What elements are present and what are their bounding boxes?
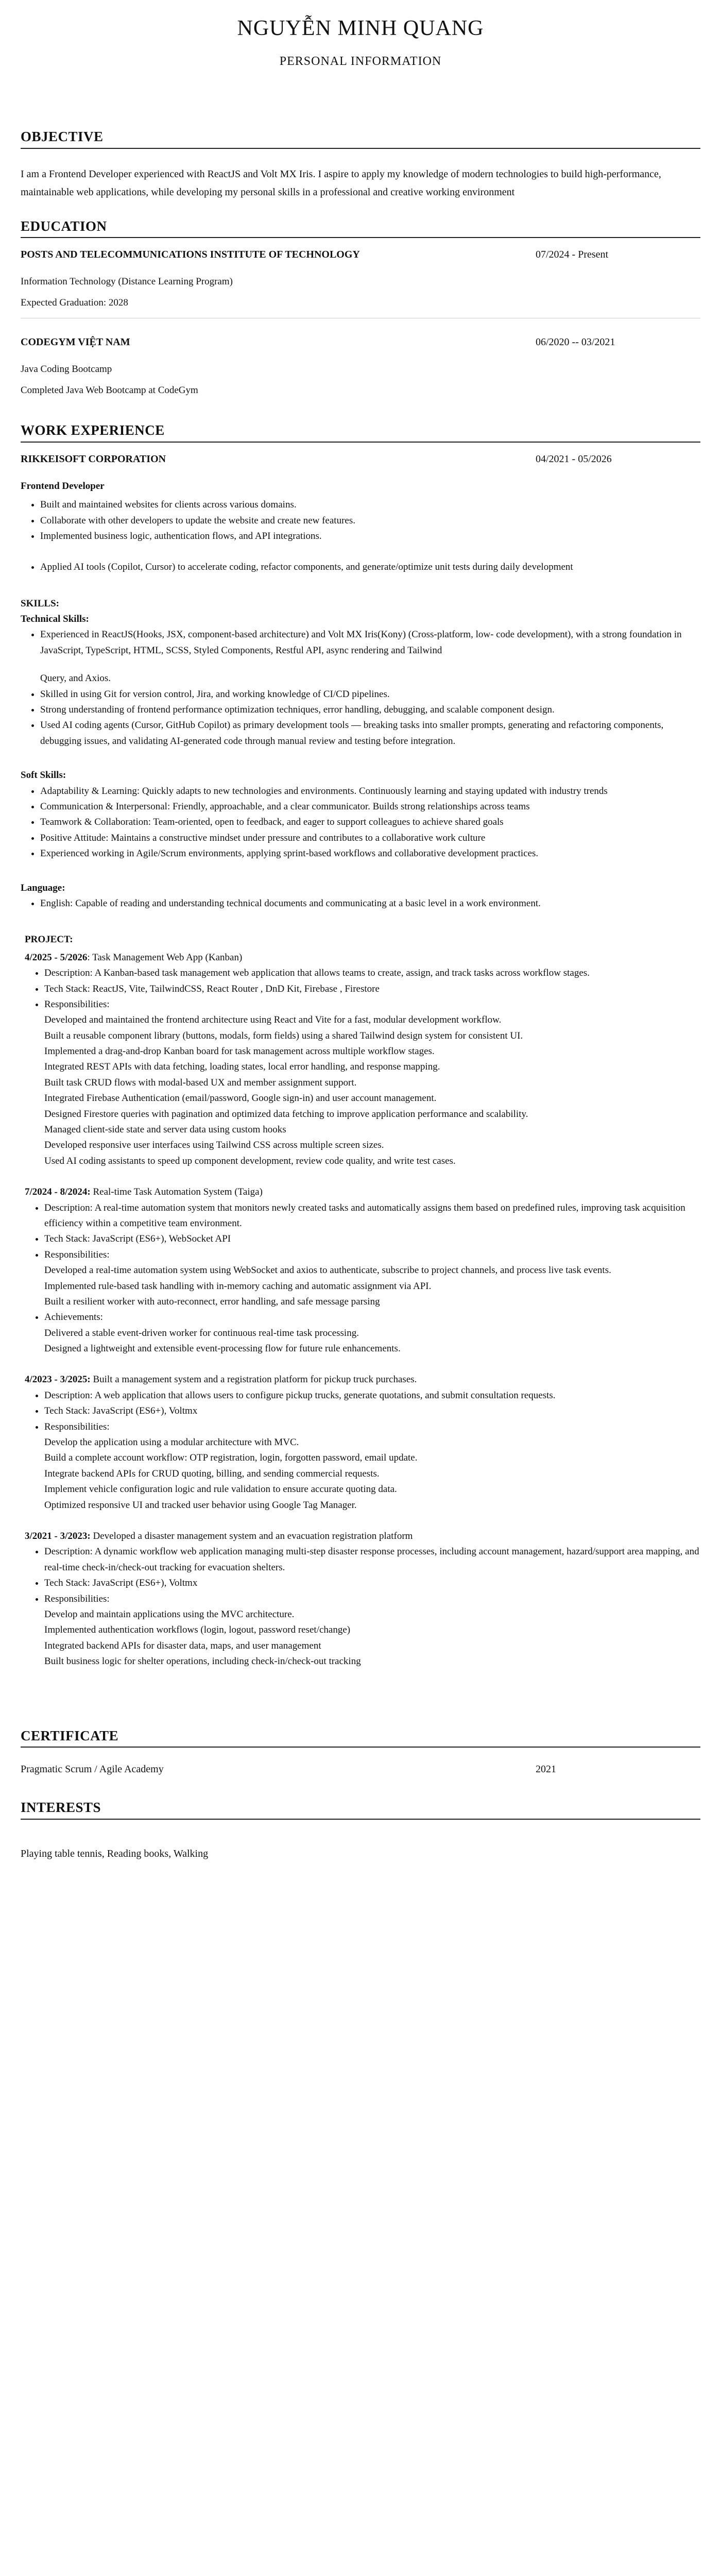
project-date: 4/2023 - 3/2025: [25, 1374, 91, 1385]
projects-section [25, 932, 700, 1669]
list-item: • Built and maintained websites for clients across various domains. [40, 497, 700, 513]
list-item: • Adaptability & Learning: Quickly adapts to new technologies and environments. Continuously learning and staying updated with industry trends [40, 784, 700, 799]
list-item: Built a reusable component library (buttons, modals, form fields) using a shared Tailwind design system for consistent UI. [44, 1030, 523, 1041]
responsibilities-list [44, 1607, 700, 1670]
responsibilities-list [44, 1012, 700, 1169]
list-item: Built a resilient worker with auto-reconnect, error handling, and safe message parsing [44, 1296, 380, 1307]
objective-text: I am a Frontend Developer experienced with ReactJS and Volt MX Iris. I aspire to apply my knowledge of modern technologies to build high-performance, maintainable web applications, while developing my personal skills in a professional and creative working environment [21, 168, 661, 198]
list-item-continuation: Query, and Axios. [40, 673, 111, 684]
education-date: 06/2020 -- 03/2021 [536, 336, 615, 348]
list-item: • Description: A web application that allows users to configure pickup trucks, generate quotations, and submit consultation requests. [44, 1388, 700, 1403]
list-item: Designed a lightweight and extensible event-processing flow for future rule enhancements. [44, 1343, 401, 1354]
list-item: Implemented authentication workflows (login, logout, password reset/change) [44, 1624, 351, 1636]
interests-text: Playing table tennis, Reading books, Walking [21, 1848, 209, 1860]
project-name: Built a management system and a registration platform for pickup truck purchases. [90, 1374, 417, 1385]
work-experience-title: WORK EXPERIENCE [21, 421, 700, 443]
skills-title: SKILLS: [21, 598, 59, 609]
work-experience-section [21, 421, 700, 1670]
list-item: • Strong understanding of frontend performance optimization techniques, error handling, debugging, and scalable component design. [40, 702, 700, 718]
project-date: 4/2025 - 5/2026 [25, 952, 88, 963]
project-entry [25, 1372, 700, 1513]
list-item: Implemented a drag-and-drop Kanban board for task management across multiple workflow stages. [44, 1046, 435, 1057]
soft-skills-list [21, 784, 700, 862]
list-item: • Responsibilities: [44, 997, 700, 1012]
education-section [21, 217, 700, 405]
technical-skills-title: Technical Skills: [21, 614, 89, 625]
certificate-name: Pragmatic Scrum / Agile Academy [21, 1764, 164, 1775]
list-item: • Tech Stack: JavaScript (ES6+), Voltmx [44, 1575, 700, 1591]
list-item: Integrate backend APIs for CRUD quoting, billing, and sending commercial requests. [44, 1468, 380, 1479]
list-item: Integrated Firebase Authentication (email/password, Google sign-in) and user account management. [44, 1093, 437, 1104]
project-name: : Task Management Web App (Kanban) [87, 952, 243, 963]
technical-skills-list [21, 627, 700, 749]
responsibilities-list [44, 1263, 700, 1310]
list-item: • English: Capable of reading and understanding technical documents and communicating at a basic level in a work environment. [40, 896, 700, 911]
education-entry [21, 334, 700, 405]
school-name: CODEGYM VIỆT NAM [21, 336, 130, 348]
list-item: • Tech Stack: JavaScript (ES6+), Voltmx [44, 1403, 700, 1419]
list-item: Designed Firestore queries with pagination and optimized data fetching to improve application performance and scalability. [44, 1108, 528, 1120]
certificate-section [21, 1726, 700, 1778]
interests-section [21, 1798, 700, 1862]
list-item: Integrated backend APIs for disaster data, maps, and user management [44, 1640, 321, 1651]
project-name: Developed a disaster management system and an evacuation registration platform [90, 1531, 413, 1541]
certificate-title: CERTIFICATE [21, 1726, 700, 1748]
list-item: • Implemented business logic, authentication flows, and API integrations. [40, 529, 700, 544]
work-bullets [21, 497, 700, 544]
list-item: Build a complete account workflow: OTP registration, login, forgotten password, email update. [44, 1452, 418, 1464]
education-major: Information Technology (Distance Learning Program) [21, 276, 233, 287]
education-note: Expected Graduation: 2028 [21, 297, 128, 308]
list-item: • Skilled in using Git for version control, Jira, and working knowledge of CI/CD pipelines. [40, 687, 700, 702]
language-list [21, 896, 700, 911]
list-item: Developed a real-time automation system using WebSocket and axios to authenticate, subscribe to project channels, and process live task events. [44, 1265, 611, 1276]
interests-title: INTERESTS [21, 1798, 700, 1820]
list-item: • Description: A dynamic workflow web application managing multi-step disaster response processes, including account management, hazard/support area mapping, and real-time check-in/check-out tracking for evacuation shelters. [44, 1544, 700, 1575]
project-entry [25, 1529, 700, 1670]
resume-header [21, 0, 700, 72]
work-date: 04/2021 - 05/2026 [536, 453, 612, 465]
certificate-year: 2021 [536, 1764, 556, 1775]
list-item: • Collaborate with other developers to update the website and create new features. [40, 513, 700, 529]
list-item: Develop and maintain applications using the MVC architecture. [44, 1608, 295, 1620]
list-item: • Responsibilities: [44, 1247, 700, 1263]
work-extra-bullet [21, 560, 700, 575]
list-item: Developed responsive user interfaces using Tailwind CSS across multiple screen sizes. [44, 1140, 384, 1151]
list-item: Implemented rule-based task handling with in-memory caching and automatic assignment via API. [44, 1280, 432, 1292]
project-entry [25, 1184, 700, 1357]
list-item: Delivered a stable event-driven worker for continuous real-time task processing. [44, 1327, 359, 1338]
company-name: RIKKEISOFT CORPORATION [21, 453, 166, 465]
education-major: Java Coding Bootcamp [21, 364, 112, 375]
list-item: Integrated REST APIs with data fetching, loading states, local error handling, and response mapping. [44, 1061, 440, 1073]
list-item: Built task CRUD flows with modal-based UX and member assignment support. [44, 1077, 357, 1088]
list-item: • Description: A real-time automation system that monitors newly created tasks and automatically assigns them based on predefined rules, improving task acquisition efficiency within a competitive team environment. [44, 1200, 700, 1232]
list-item: • Tech Stack: ReactJS, Vite, TailwindCSS, React Router , DnD Kit, Firebase , Firestore [44, 981, 700, 997]
list-item: Managed client-side state and server data using custom hooks [44, 1124, 286, 1136]
list-item: • Communication & Interpersonal: Friendly, approachable, and a clear communicator. Builds strong relationships across teams [40, 799, 700, 815]
list-item: • Applied AI tools (Copilot, Cursor) to accelerate coding, refactor components, and generate/optimize unit tests during daily development [40, 560, 700, 575]
list-item: Built business logic for shelter operations, including check-in/check-out tracking [44, 1656, 361, 1667]
achievements-list [44, 1326, 700, 1357]
list-item: • Responsibilities: [44, 1591, 700, 1607]
school-name: POSTS AND TELECOMMUNICATIONS INSTITUTE OF TECHNOLOGY [21, 249, 360, 261]
list-item: • Experienced in ReactJS(Hooks, JSX, component-based architecture) and Volt MX Iris(Kony) (Cross-platform, low- code development), with a strong foundation in JavaScript, TypeScript, HTML, SCSS, Styled Components, Restful API, async rendering and Tailwind Query, and Axios. [40, 627, 700, 686]
project-name: Real-time Task Automation System (Taiga) [90, 1187, 263, 1198]
list-item: • Teamwork & Collaboration: Team-oriented, open to feedback, and eager to support colleagues to achieve shared goals [40, 815, 700, 830]
full-name: NGUYỄN MINH QUANG [237, 16, 484, 40]
list-item: • Description: A Kanban-based task management web application that allows teams to create, assign, and track tasks across workflow stages. [44, 965, 700, 981]
personal-information-subtitle: PERSONAL INFORMATION [279, 55, 442, 69]
list-item: • Tech Stack: JavaScript (ES6+), WebSocket API [44, 1231, 700, 1247]
list-item: Developed and maintained the frontend architecture using React and Vite for a fast, modular development workflow. [44, 1014, 502, 1026]
list-item: Used AI coding assistants to speed up component development, review code quality, and write test cases. [44, 1155, 456, 1166]
list-item: Optimized responsive UI and tracked user behavior using Google Tag Manager. [44, 1499, 357, 1511]
objective-title: OBJECTIVE [21, 127, 700, 149]
education-title: EDUCATION [21, 217, 700, 239]
list-item: • Experienced working in Agile/Scrum environments, applying sprint-based workflows and collaborative development practices. [40, 846, 700, 861]
list-item: • Positive Attitude: Maintains a constructive mindset under pressure and contributes to a collaborative work culture [40, 831, 700, 846]
language-title: Language: [21, 882, 65, 893]
list-item: Develop the application using a modular architecture with MVC. [44, 1437, 299, 1448]
education-date: 07/2024 - Present [536, 249, 609, 261]
soft-skills-title: Soft Skills: [21, 770, 66, 781]
education-entry [21, 246, 700, 318]
list-item: • Used AI coding agents (Cursor, GitHub Copilot) as primary development tools — breaking tasks into smaller prompts, generating and refactoring components, debugging issues, and validating AI-generated code through manual review and testing before integration. [40, 718, 700, 749]
list-item: • Responsibilities: [44, 1419, 700, 1435]
objective-section [21, 127, 700, 201]
education-note: Completed Java Web Bootcamp at CodeGym [21, 384, 198, 396]
job-role: Frontend Developer [21, 480, 105, 492]
project-date: 7/2024 - 8/2024: [25, 1187, 91, 1198]
responsibilities-list [44, 1435, 700, 1513]
project-entry [25, 950, 700, 1169]
list-item: • Achievements: [44, 1310, 700, 1325]
projects-title: PROJECT: [25, 934, 73, 945]
project-date: 3/2021 - 3/2023: [25, 1531, 91, 1541]
list-item: Implement vehicle configuration logic and rule validation to ensure accurate quoting data. [44, 1484, 397, 1495]
